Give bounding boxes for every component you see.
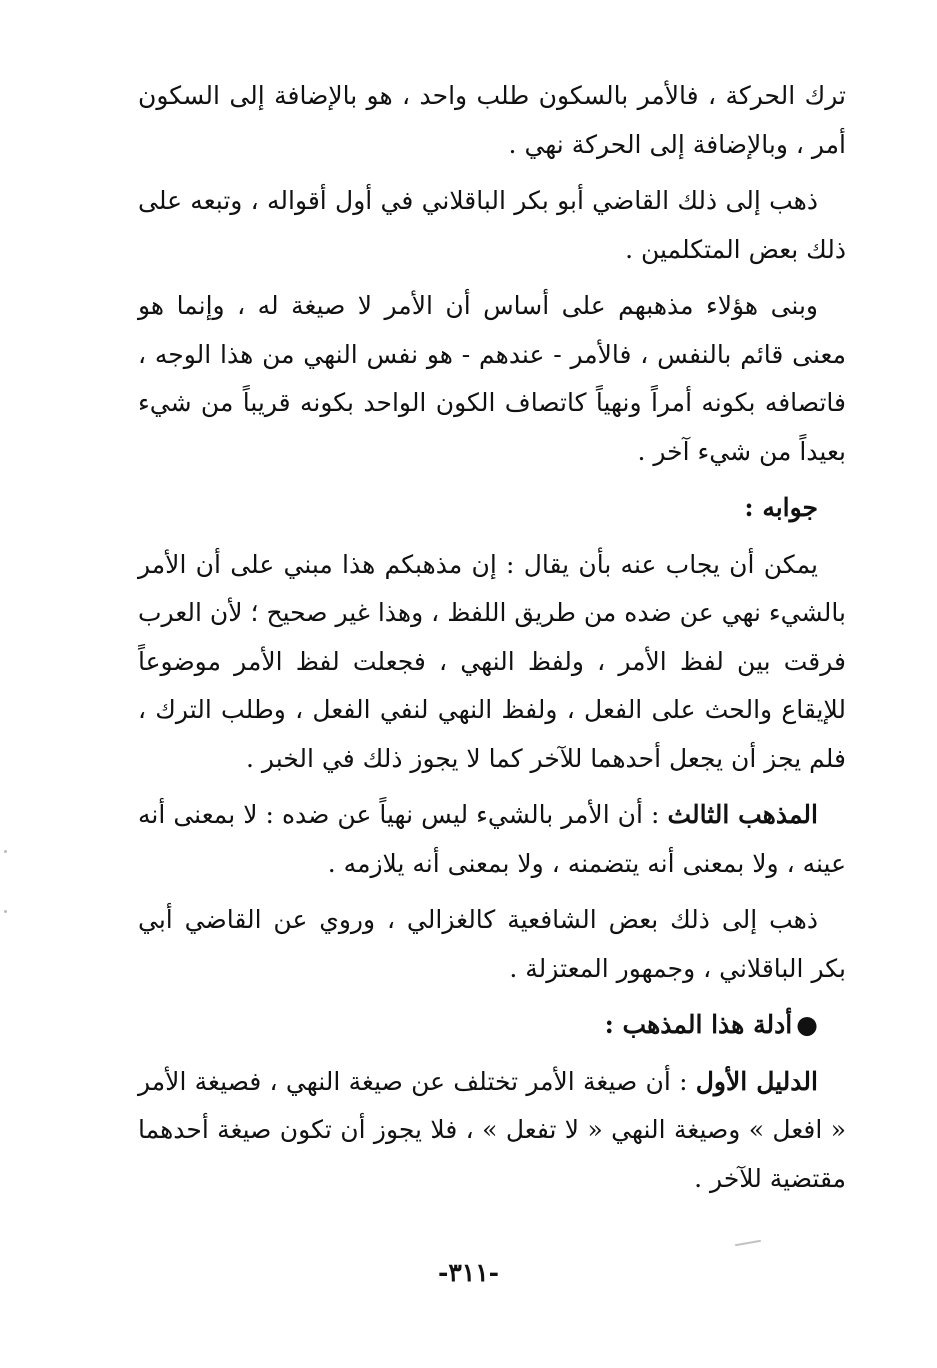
third-doctrine-text: : أن الأمر بالشيء ليس نهياً عن ضده : لا بمعنى أنه عينه ، ولا بمعنى أنه يتضمنه ، ولا بمعنى أنه يلازمه . (138, 800, 846, 878)
answer-heading: جوابه : (744, 493, 818, 522)
scan-speck (4, 910, 7, 913)
page-body (138, 72, 846, 1211)
scan-speck (4, 850, 7, 853)
paragraph-5 (138, 791, 846, 888)
paragraph-7 (138, 1058, 846, 1204)
paragraph-1: ترك الحركة ، فالأمر بالسكون طلب واحد ، هو بالإضافة إلى السكون أمر ، وبالإضافة إلى الحركة نهي . (138, 81, 846, 159)
bullet-icon: ● (796, 1010, 818, 1039)
paragraph-2: ذهب إلى ذلك القاضي أبو بكر الباقلاني في أول أقواله ، وتبعه على ذلك بعض المتكلمين . (138, 186, 846, 264)
paragraph-4: يمكن أن يجاب عنه بأن يقال : إن مذهبكم هذا مبني على أن الأمر بالشيء نهي عن ضده من طريق اللفظ ، وهذا غير صحيح ؛ لأن العرب فرقت بين لفظ الأمر ، ولفظ النهي ، فجعلت لفظ الأمر موضوعاً للإيقاع والحث على الفعل ، ولفظ النهي لنفي الفعل ، وطلب الترك ، فلم يجز أن يجعل أحدهما للآخر كما لا يجوز ذلك في الخبر . (138, 549, 846, 773)
page-number: -٣١١- (437, 1258, 500, 1287)
first-evidence-text: : أن صيغة الأمر تختلف عن صيغة النهي ، فصيغة الأمر « افعل » وصيغة النهي « لا تفعل » ، فلا يجوز أن تكون صيغة أحدهما مقتضية للآخر . (138, 1066, 846, 1193)
evidence-heading-line (138, 1001, 846, 1050)
evidence-heading: أدلة هذا المذهب : (604, 1010, 793, 1039)
ink-smudge (735, 1240, 761, 1246)
paragraph-6: ذهب إلى ذلك بعض الشافعية كالغزالي ، وروي عن القاضي أبي بكر الباقلاني ، وجمهور المعتزلة . (138, 905, 846, 983)
paragraph-3: وبنى هؤلاء مذهبهم على أساس أن الأمر لا صيغة له ، وإنما هو معنى قائم بالنفس ، فالأمر - عندهم - هو نفس النهي من هذا الوجه ، فاتصافه بكونه أمراً ونهياً كاتصاف الكون الواحد بكونه قريباً من شيء بعيداً من شيء آخر . (138, 291, 846, 466)
third-doctrine-label: المذهب الثالث (667, 800, 818, 829)
first-evidence-label: الدليل الأول (695, 1066, 818, 1096)
